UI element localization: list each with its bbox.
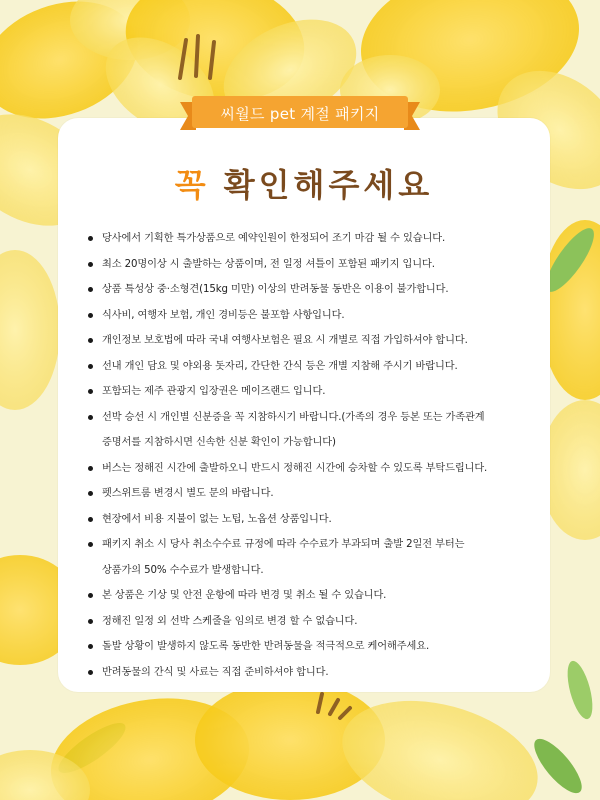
- notice-item: [88, 532, 528, 583]
- notice-text: 식사비, 여행자 보험, 개인 경비등은 불포함 사항입니다.: [102, 309, 345, 321]
- notice-item: [88, 660, 528, 686]
- notice-text: 선내 개인 담요 및 야외용 돗자리, 간단한 간식 등은 개별 지참해 주시기 바랍니다.: [102, 360, 458, 372]
- notice-item: [88, 634, 528, 660]
- notice-item: [88, 303, 528, 329]
- flower-bottom: [0, 680, 551, 800]
- notice-text: 정해진 일정 외 선박 스케줄을 임의로 변경 할 수 없습니다.: [102, 615, 358, 627]
- notice-text: 돌발 상황이 발생하지 않도록 동반한 반려동물을 적극적으로 케어해주세요.: [102, 641, 430, 652]
- notice-text: 버스는 정해진 시간에 출발하오니 반드시 정해진 시간에 승차할 수 있도록 부탁드립니다.: [102, 462, 488, 474]
- notice-text: 포함되는 제주 관광지 입장권은 메이즈랜드 입니다.: [102, 386, 326, 397]
- notice-text: 현장에서 비용 지불이 없는 노팁, 노옵션 상품입니다.: [102, 513, 332, 525]
- notice-item: [88, 609, 528, 635]
- notice-item: [88, 481, 528, 507]
- package-banner: [180, 94, 420, 136]
- banner-title: 씨월드 pet 계절 패키지: [220, 105, 380, 123]
- notice-text: 상품 특성상 중·소형견(15kg 미만) 이상의 반려동물 동반은 이용이 불가합니다.: [102, 284, 449, 295]
- notice-item: [88, 405, 528, 456]
- title-main: 확인해주세요: [223, 166, 434, 204]
- notice-text: 선박 승선 시 개인별 신분증을 꼭 지참하시기 바랍니다.(가족의 경우 등본 또는 가족관계: [102, 411, 485, 423]
- notice-item: [88, 252, 528, 278]
- notice-item: [88, 277, 528, 303]
- notice-text: 개인정보 보호법에 따라 국내 여행사보험은 필요 시 개별로 직접 가입하셔야 합니다.: [102, 335, 468, 346]
- notice-list: [88, 226, 528, 685]
- notice-text: 펫스위트룸 변경시 별도 문의 바랍니다.: [102, 488, 274, 499]
- notice-text: 증명서를 지참하시면 신속한 신분 확인이 가능합니다): [102, 437, 336, 448]
- notice-text: 반려동물의 간식 및 사료는 직접 준비하셔야 합니다.: [102, 666, 329, 678]
- title-accent: 꼭: [174, 166, 210, 204]
- notice-item: [88, 583, 528, 609]
- notice-item: [88, 328, 528, 354]
- notice-text: 최소 20명이상 시 출발하는 상품이며, 전 일정 셔틀이 포함된 패키지 입니다.: [102, 258, 435, 270]
- notice-text: 상품가의 50% 수수료가 발생합니다.: [102, 564, 264, 576]
- notice-item: [88, 354, 528, 380]
- notice-text: 당사에서 기획한 특가상품으로 예약인원이 한정되어 조기 마감 될 수 있습니다.: [102, 233, 446, 244]
- notice-item: [88, 507, 528, 533]
- notice-text: 패키지 취소 시 당사 취소수수료 규정에 따라 수수료가 부과되며 출발 2일전 부터는: [102, 539, 465, 550]
- page-title: [58, 160, 550, 206]
- notice-text: 본 상품은 기상 및 안전 운항에 따라 변경 및 취소 될 수 있습니다.: [102, 590, 387, 601]
- notice-item: [88, 456, 528, 482]
- notice-item: [88, 379, 528, 405]
- notice-item: [88, 226, 528, 252]
